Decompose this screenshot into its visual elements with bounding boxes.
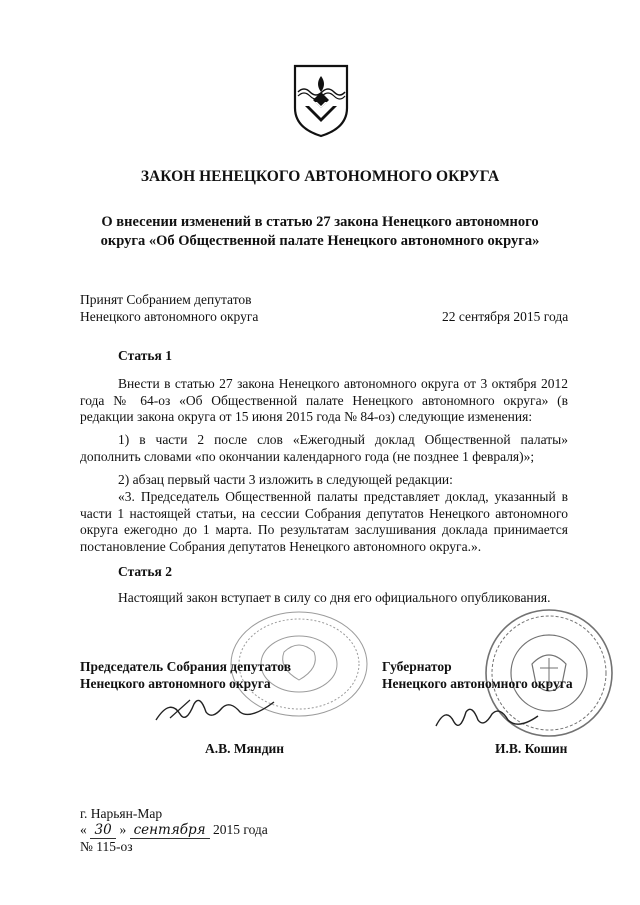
- article-2-text: Настоящий закон вступает в силу со дня его официального опубликования.: [118, 590, 551, 605]
- left-signatory-title-line-1: Председатель Собрания депутатов: [80, 659, 292, 674]
- article-1-item-1: 1) в части 2 после слов «Ежегодный доклад Общественной палаты» дополнить словами «по окончании календарного года (не позднее 1 февраля)»;: [80, 432, 568, 464]
- right-signatory-title-line-1: Губернатор: [382, 659, 452, 674]
- right-handwritten-signature: [432, 700, 542, 736]
- coat-of-arms-icon: [291, 62, 351, 138]
- right-signatory-title-line-2: Ненецкого автономного округа: [382, 676, 573, 691]
- article-2-heading: Статья 2: [118, 564, 172, 579]
- footer-number: № 115-оз: [80, 839, 133, 854]
- footer-city: г. Нарьян-Мар: [80, 806, 163, 821]
- right-signatory-title: [382, 658, 573, 692]
- left-handwritten-signature: [150, 690, 280, 730]
- date-open-quote: «: [80, 822, 87, 837]
- document-title: ЗАКОН НЕНЕЦКОГО АВТОНОМНОГО ОКРУГА: [140, 168, 500, 185]
- article-1-item-2: 2) абзац первый части 3 изложить в следующей редакции:: [118, 472, 453, 487]
- adopted-line-2: Ненецкого автономного округа: [80, 309, 259, 324]
- left-signatory-title-line-2: Ненецкого автономного округа: [80, 676, 271, 691]
- right-signatory-name: И.В. Кошин: [495, 741, 568, 756]
- footer-day: 30: [90, 822, 116, 839]
- adopted-line-1: Принят Собранием депутатов: [80, 292, 252, 307]
- subtitle-line-1: О внесении изменений в статью 27 закона Ненецкого автономного: [101, 214, 539, 230]
- document-subtitle: [60, 213, 580, 251]
- left-signatory-name: А.В. Мяндин: [205, 741, 285, 756]
- footer-date: [80, 822, 280, 839]
- article-1-intro: Внести в статью 27 закона Ненецкого автономного округа от 3 октября 2012 года № 64-оз «Об Общественной палате Ненецкого автономного округа» (в редакции закона округа от 15 июня 2015 года № 84-оз) следующие изменения:: [80, 376, 568, 424]
- subtitle-line-2: округа «Об Общественной палате Ненецкого автономного округа»: [100, 233, 540, 249]
- adoption-date: 22 сентября 2015 года: [442, 309, 569, 324]
- date-close-quote: »: [119, 822, 127, 837]
- left-signatory-title: [80, 658, 291, 692]
- footer-year: 2015 года: [213, 822, 268, 837]
- article-1-quote: «3. Председатель Общественной палаты представляет доклад, указанный в части 1 настоящей статьи, на сессии Собрания депутатов Ненецкого автономного округа ежегодно до 1 марта. По результатам заслушивания доклада принимается постановление Собрания депутатов Ненецкого автономного округа.».: [80, 489, 568, 554]
- article-1-heading: Статья 1: [118, 348, 172, 363]
- footer-month: сентября: [130, 822, 210, 839]
